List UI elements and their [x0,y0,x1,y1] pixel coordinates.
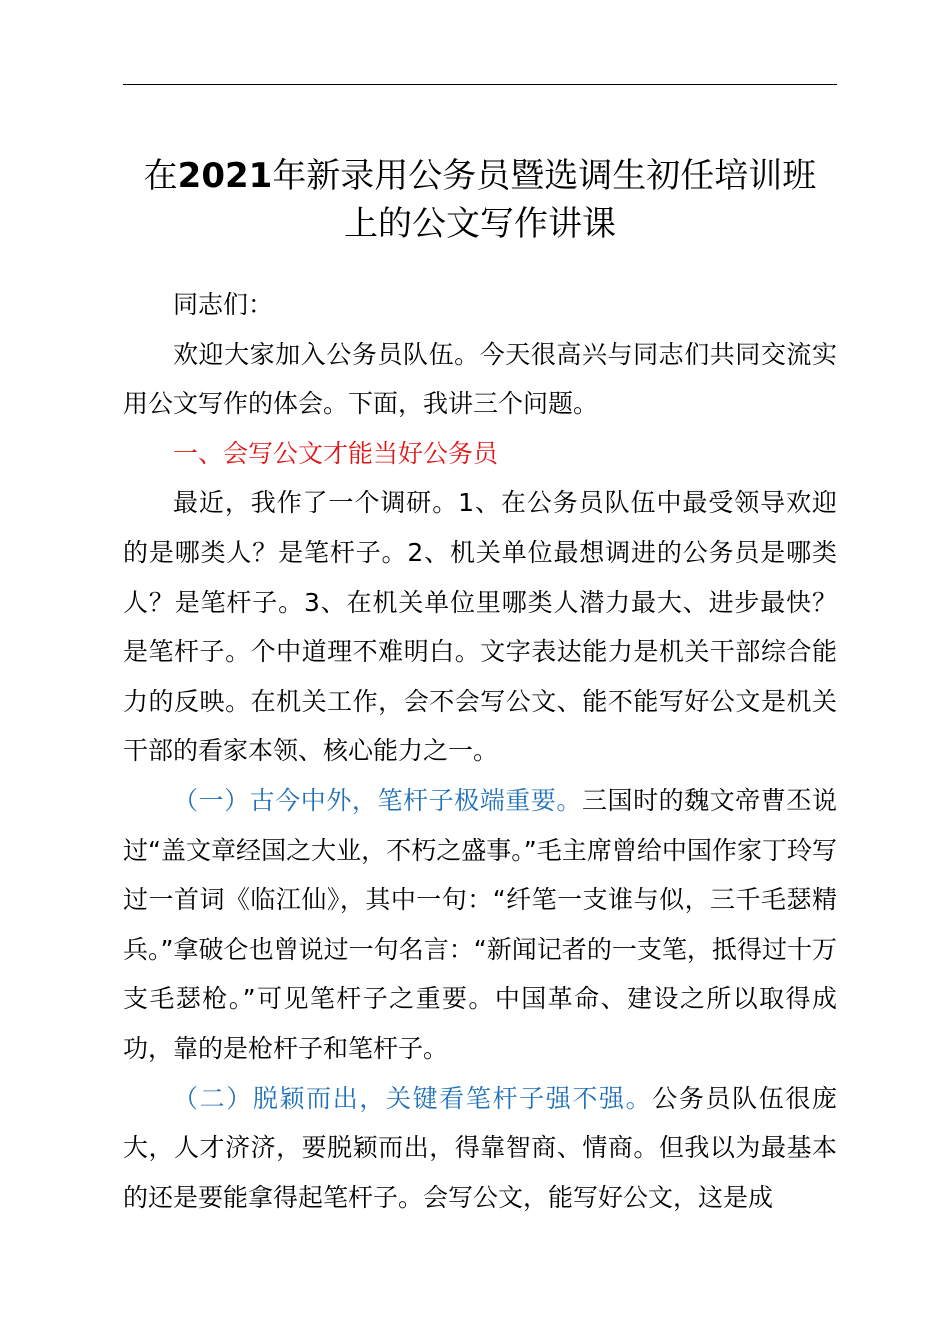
subsection-1-text: 三国时的魏文帝曹丕说过“盖文章经国之大业，不朽之盛事。”毛主席曾给中国作家丁玲写过一首词《临江仙》，其中一句：“纤笔一支谁与似，三千毛瑟精兵。”拿破仑也曾说过一句名言：“新闻记者的一支笔，抵得过十万支毛瑟枪。”可见笔杆子之重要。中国革命、建设之所以取得成功，靠的是枪杆子和笔杆子。 [123,785,837,1063]
subsection-2 [123,1074,837,1223]
subsection-2-heading: （二）脱颖而出，关键看笔杆子强不强。 [173,1083,653,1113]
document-body [123,280,837,1222]
subsection-1 [123,776,837,1074]
intro-paragraph: 欢迎大家加入公务员队伍。今天很高兴与同志们共同交流实用公文写作的体会。下面，我讲三个问题。 [123,339,837,419]
subsection-1-heading: （一）古今中外，笔杆子极端重要。 [173,785,582,815]
header-rule [123,84,837,85]
greeting: 同志们： [173,290,274,319]
document-title: 在2021年新录用公务员暨选调生初任培训班 上的公文写作讲课 [143,156,817,244]
section-heading-1: 一、会写公文才能当好公务员 [173,438,499,468]
subsection-2-text: 公务员队伍很庞大，人才济济，要脱颖而出，得靠智商、情商。但我以为最基本的还是要能拿得起笔杆子。会写公文，能写好公文，这是成 [123,1083,837,1212]
survey-paragraph: 最近，我作了一个调研。1、在公务员队伍中最受领导欢迎的是哪类人？是笔杆子。2、机关单位最想调进的公务员是哪类人？是笔杆子。3、在机关单位里哪类人潜力最大、进步最快？是笔杆子。个中道理不难明白。文字表达能力是机关干部综合能力的反映。在机关工作，会不会写公文、能不能写好公文是机关干部的看家本领、核心能力之一。 [123,488,837,766]
